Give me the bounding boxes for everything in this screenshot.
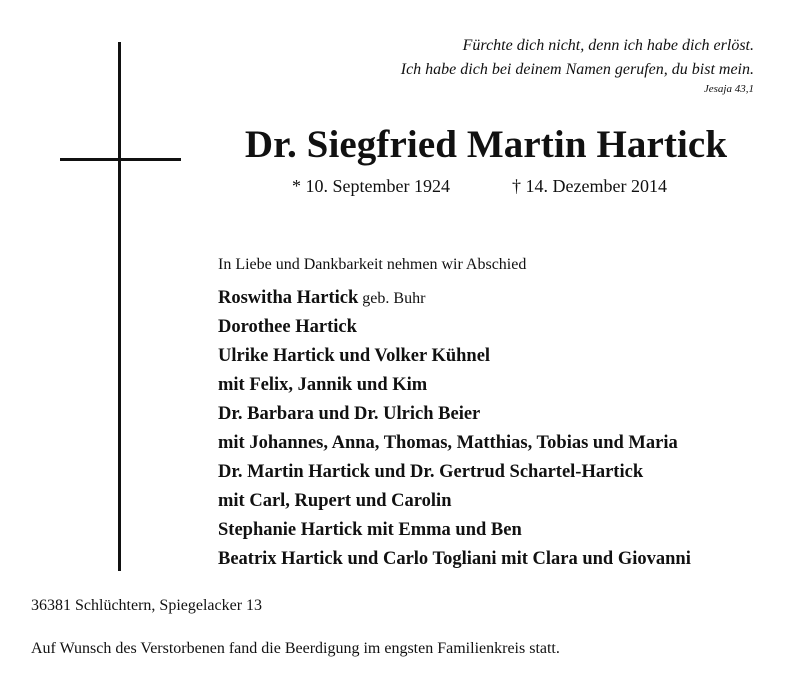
mourner-item — [218, 400, 691, 429]
farewell-intro: In Liebe und Dankbarkeit nehmen wir Abschied — [218, 256, 527, 273]
mourner-item — [218, 458, 691, 487]
mourner-name: Dorothee Hartick — [218, 317, 357, 337]
mourner-name: Beatrix Hartick und Carlo Togliani mit Clara und Giovanni — [218, 549, 691, 569]
mourner-name: Ulrike Hartick und Volker Kühnel — [218, 346, 491, 366]
mourner-maiden-name: geb. Buhr — [358, 290, 426, 307]
mourner-item — [218, 284, 691, 313]
mourner-name: Dr. Barbara und Dr. Ulrich Beier — [218, 404, 481, 424]
mourner-name: mit Johannes, Anna, Thomas, Matthias, Tobias und Maria — [218, 433, 678, 453]
mourner-name: Roswitha Hartick — [218, 288, 359, 308]
mourner-item — [218, 342, 691, 371]
mourner-item — [218, 516, 691, 545]
mourner-name: Stephanie Hartick mit Emma und Ben — [218, 520, 522, 540]
mourner-item — [218, 313, 691, 342]
mourner-name: Dr. Martin Hartick und Dr. Gertrud Schartel-Hartick — [218, 462, 644, 482]
mourners-list — [218, 284, 691, 574]
quote-line-1: Fürchte dich nicht, denn ich habe dich erlöst. — [462, 37, 754, 54]
birth-date: * 10. September 1924 — [292, 176, 450, 196]
mourner-item — [218, 371, 691, 400]
funeral-notice: Auf Wunsch des Verstorbenen fand die Beerdigung im engsten Familienkreis statt. — [31, 640, 560, 657]
mourner-name: mit Carl, Rupert und Carolin — [218, 491, 452, 511]
deceased-name: Dr. Siegfried Martin Hartick — [244, 123, 728, 166]
bible-quote — [401, 34, 754, 96]
mourner-item — [218, 429, 691, 458]
mourner-name: mit Felix, Jannik und Kim — [218, 375, 428, 395]
address: 36381 Schlüchtern, Spiegelacker 13 — [31, 597, 263, 614]
mourner-item — [218, 545, 691, 574]
cross-horizontal-bar — [60, 158, 181, 161]
death-date: † 14. Dezember 2014 — [512, 176, 667, 196]
quote-reference: Jesaja 43,1 — [703, 83, 754, 95]
quote-line-2: Ich habe dich bei deinem Namen gerufen, du bist mein. — [400, 61, 754, 78]
cross-vertical-bar — [118, 42, 121, 571]
mourner-item — [218, 487, 691, 516]
